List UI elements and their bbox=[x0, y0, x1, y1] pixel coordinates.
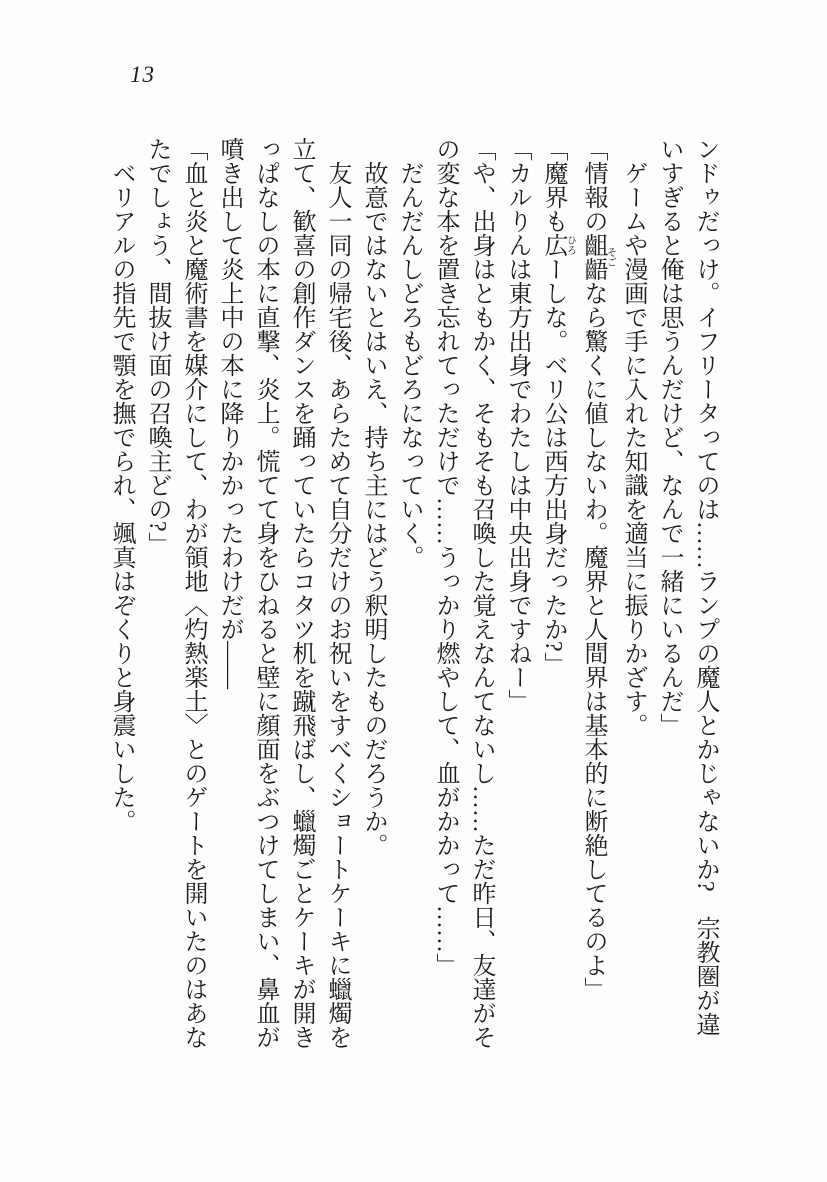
paragraph: ンドゥだっけ。イフリータってのは……ランプの魔人とかじゃないか? 宗教圏が違いすぎると俺は思うんだけど、なんで一緒にいるんだ」 bbox=[656, 137, 718, 1036]
paragraph: 「情報の齟齬そごなら驚くに値しないわ。魔界と人間界は基本的に断絶してるのよ」 bbox=[580, 137, 616, 1001]
page-text bbox=[103, 137, 723, 1049]
paragraph: ゲームや漫画で手に入れた知識を適当に振りかざす。 bbox=[620, 161, 646, 737]
paragraph: 「魔界も広ひろーしな。ベリ公は西方出身だったか?」 bbox=[540, 137, 576, 676]
paragraph: ベリアルの指先で顎を撫でられ、颯真はぞくりと身震いした。 bbox=[108, 161, 134, 833]
paragraph: 友人一同の帰宅後、あらためて自分だけのお祝いをすべくショートケーキに蠟燭を立て、歓喜の創作ダンスを踊っていたらコタツ机を蹴飛ばし、蠟燭ごとケーキが開きっぱなしの本に直撃、炎上。慌てて身をひねると壁に顔面をぶつけてしまい、鼻血が噴き出して炎上中の本に降りかかったわけだが―― bbox=[216, 137, 350, 1049]
paragraph: だんだんしどろもどろになっていく。 bbox=[396, 161, 422, 569]
furigana-word: 広ひろ bbox=[540, 233, 576, 257]
furigana-word: 齟齬そご bbox=[580, 233, 616, 281]
page-number: 13 bbox=[130, 62, 155, 87]
paragraph: 「や、出身はともかく、そもそも召喚した覚えなんてないし……ただ昨日、友達がその変な本を置き忘れてっただけで……うっかり燃やして、血がかかって……」 bbox=[432, 137, 494, 1049]
paragraph: 「血と炎と魔術書を媒介にして、わが領地〈灼熱楽土〉とのゲートを開いたのはあなたでしょう、間抜け面の召喚主どの?」 bbox=[144, 137, 206, 1049]
paragraph: 「カルりんは東方出身でわたしは中央出身ですねー」 bbox=[504, 137, 530, 713]
paragraph: 故意ではないとはいえ、持ち主にはどう釈明したものだろうか。 bbox=[360, 161, 386, 857]
